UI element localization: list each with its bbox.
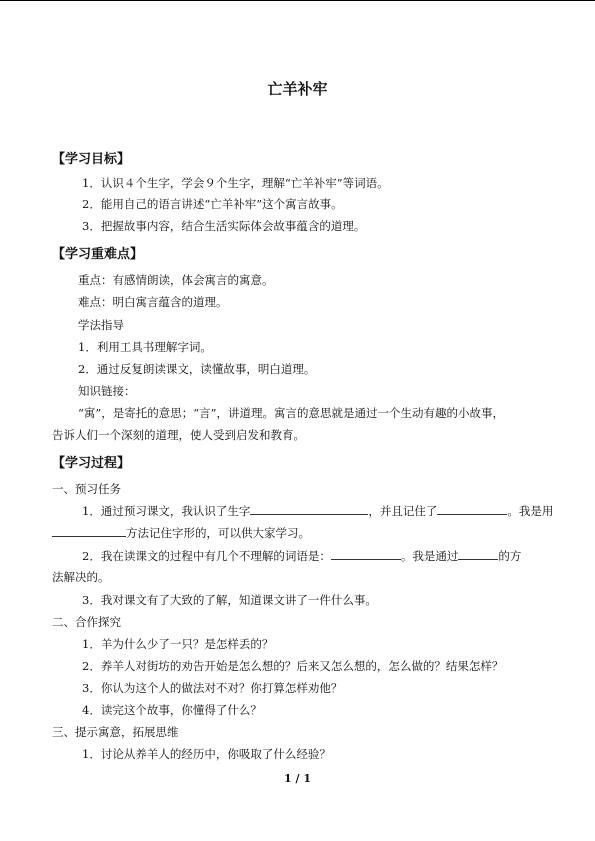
- part2-title: 二、合作探究: [52, 615, 121, 629]
- blank-method[interactable]: [52, 525, 126, 537]
- preview-q1-text-b: ，并且记住了: [368, 504, 438, 518]
- explore-item-3: 3．你认为这个人的做法对不对？你打算怎样劝他？: [82, 681, 343, 695]
- section-heading-key-points: 【学习重难点】: [52, 247, 144, 262]
- blank-remembered[interactable]: [437, 503, 507, 515]
- extend-item-1: 1．讨论从养羊人的经历中，你吸取了什么经验？: [82, 747, 331, 761]
- explore-item-2: 2．养羊人对街坊的劝告开始是怎么想的？后来又怎么想的，怎么做的？结果怎样？: [82, 659, 504, 673]
- preview-question-1: [82, 503, 553, 518]
- preview-q1-text-a: 1．通过预习课文，我认识了生字: [82, 504, 251, 518]
- goal-item-3: 3．把握故事内容，结合生活实际体会故事蕴含的道理。: [82, 219, 366, 233]
- method-item-2: 2．通过反复朗读课文，读懂故事，明白道理。: [78, 362, 316, 376]
- preview-question-2: [82, 548, 521, 563]
- blank-solve-method[interactable]: [458, 548, 498, 560]
- method-title: 学法指导: [78, 318, 124, 332]
- preview-question-2-cont: 法解决的。: [52, 570, 110, 584]
- knowledge-link-text-1: “寓”，是寄托的意思；“言”，讲道理。寓言的意思就是通过一个生动有趣的小故事，: [78, 406, 505, 420]
- page-number: 1 / 1: [284, 772, 311, 785]
- section-heading-process: 【学习过程】: [52, 456, 131, 471]
- preview-question-3: 3．我对课文有了大致的了解，知道课文讲了一件什么事。: [82, 593, 377, 607]
- difficulty-text: 难点：明白寓言蕴含的道理。: [78, 295, 228, 309]
- explore-item-1: 1．羊为什么少了一只？是怎样丢的？: [82, 637, 274, 651]
- preview-question-1-cont: [52, 525, 310, 540]
- method-item-1: 1．利用工具书理解字词。: [78, 340, 212, 354]
- section-heading-goals: 【学习目标】: [52, 152, 131, 167]
- preview-q1-text-c: 。我是用: [507, 504, 554, 518]
- explore-item-4: 4．读完这个故事，你懂得了什么？: [82, 703, 262, 717]
- knowledge-link-title: 知识链接：: [78, 384, 136, 398]
- part1-title: 一、预习任务: [52, 482, 121, 496]
- top-border-line: [0, 0, 595, 1]
- knowledge-link-text-2: 告诉人们一个深刻的道理，使人受到启发和教育。: [52, 428, 305, 442]
- part3-title: 三、提示寓意，拓展思维: [52, 725, 179, 739]
- blank-unknown-words[interactable]: [331, 548, 401, 560]
- key-point-text: 重点：有感情朗读，体会寓言的寓意。: [78, 273, 274, 287]
- page-title: 亡羊补牢: [267, 80, 328, 98]
- goal-item-1: 1．认识４个生字，学会９个生字，理解“亡羊补牢”等词语。: [82, 176, 389, 190]
- preview-q1-text-d: 方法记住字形的，可以供大家学习。: [126, 526, 310, 540]
- goal-item-2: 2．能用自己的语言讲述“亡羊补牢”这个寓言故事。: [82, 197, 343, 211]
- preview-q2-text-c: 的方: [498, 549, 522, 563]
- blank-new-characters[interactable]: [250, 503, 368, 515]
- preview-q2-text-a: 2．我在读课文的过程中有几个不理解的词语是：: [82, 549, 331, 563]
- preview-q2-text-b: 。我是通过: [400, 549, 459, 563]
